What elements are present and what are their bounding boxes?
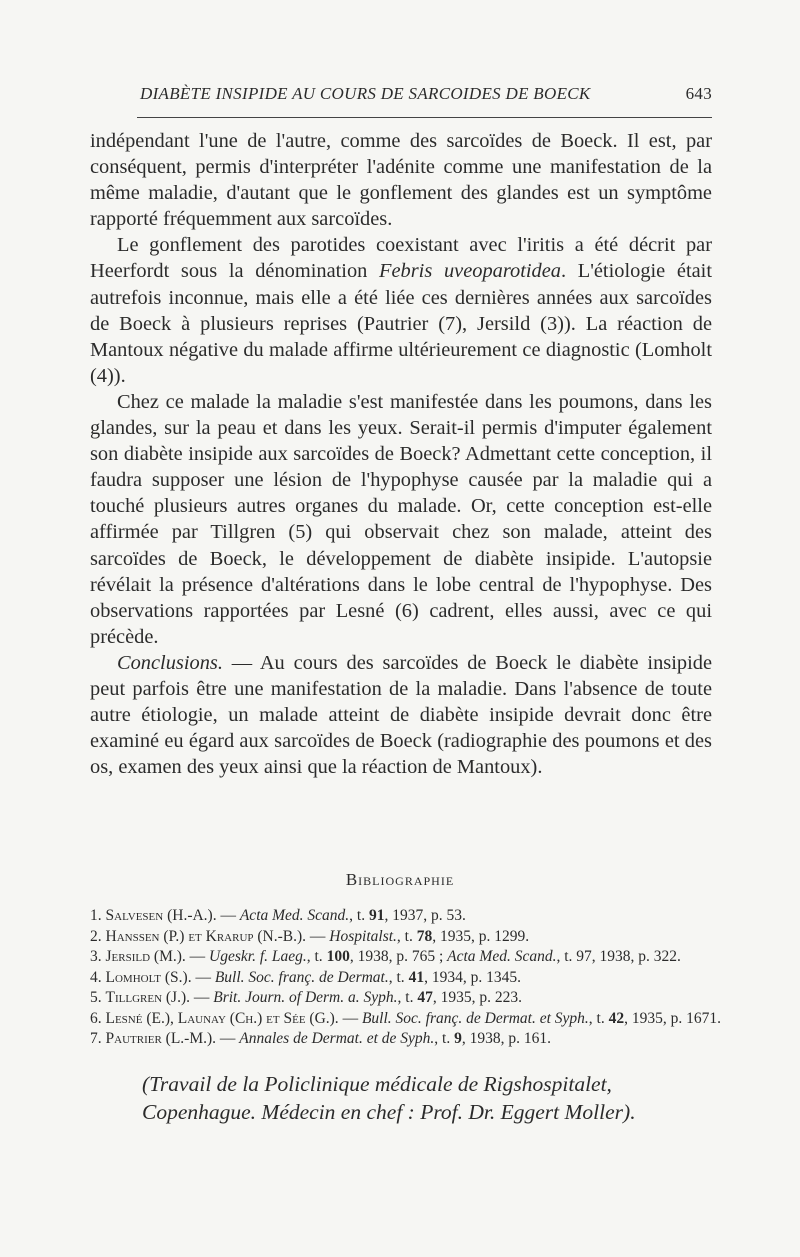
- ref-separator: —: [338, 1009, 362, 1027]
- ref-journal: Hospitalst.: [329, 927, 397, 945]
- bibliography-entry: [90, 968, 722, 989]
- ref-details: , 1934, p. 1345.: [424, 968, 521, 986]
- ref-separator: —: [216, 907, 240, 924]
- ref-journal: Bull. Soc. franç. de Dermat. et Syph.: [361, 1009, 589, 1027]
- bibliography-entry: [90, 988, 722, 1009]
- bibliography-entry: [90, 947, 722, 968]
- ref-author: Jersild (M.).: [105, 948, 186, 965]
- ref-volume: 91: [368, 907, 385, 924]
- ref-details: , 1938, p. 161.: [461, 1030, 551, 1047]
- ref-author: Lomholt (S.).: [105, 968, 192, 986]
- ref-journal: Acta Med. Scand.: [239, 907, 350, 924]
- ref-author: Lesné (E.), Launay (Ch.) et Sée (G.).: [105, 1009, 339, 1027]
- paragraph-2: Le gonflement des parotides coexistant avec l'iritis a été décrit par Heerfordt sous la dénomination Febris uveoparotidea. L'étiologie était autrefois inconnue, mais elle a été liée ces dernières années aux sarcoïdes de Boeck à plusieurs reprises (Pautrier (7), Jersild (3)). La réaction de Mantoux négative du malade affirme ultérieurement ce diagnostic (Lomholt (4)).: [90, 234, 712, 387]
- ref-number: 5.: [90, 989, 106, 1006]
- ref-number: 1.: [90, 907, 106, 924]
- ref-author: Tillgren (J.).: [105, 989, 190, 1006]
- ref-volume: 47: [417, 989, 433, 1006]
- ref-journal: Annales de Dermat. et de Syph.: [239, 1030, 435, 1047]
- bibliography-entry: [90, 1029, 722, 1050]
- affiliation-line-1: (Travail de la Policlinique médicale de Rigshospitalet,: [142, 1072, 612, 1096]
- ref-details: , 1937, p. 53.: [384, 907, 466, 924]
- affiliation-line-2: Copenhague. Médecin en chef : Prof. Dr. Eggert Moller).: [142, 1100, 636, 1124]
- conclusions-label: Conclusions.: [117, 651, 223, 674]
- bibliography-entry: [90, 1009, 722, 1030]
- bibliography-entry: [90, 906, 722, 927]
- ref-volume: 100: [326, 948, 350, 965]
- ref-journal: Bull. Soc. franç. de Dermat.: [214, 968, 389, 986]
- bibliography-title: Bibliographie: [345, 870, 455, 889]
- latin-term: Febris uveoparotidea: [379, 260, 561, 283]
- page-number: 643: [685, 84, 712, 103]
- ref-volume: 78: [416, 927, 433, 945]
- ref-volume-prefix: , t.: [434, 1030, 455, 1047]
- ref-author: Pautrier (L.-M.).: [105, 1030, 217, 1047]
- ref-separator: —: [216, 1030, 240, 1047]
- ref-journal: Ugeskr. f. Laeg.: [209, 948, 307, 965]
- ref-number: 3.: [90, 948, 106, 965]
- ref-separator: —: [306, 927, 330, 945]
- ref-volume-prefix: , t.: [306, 948, 327, 965]
- ref-separator: —: [190, 989, 214, 1006]
- ref-details: , 1935, p. 1671.: [624, 1009, 721, 1027]
- bibliography-list: [90, 906, 722, 1050]
- ref-author: Salvesen (H.-A.).: [105, 907, 217, 924]
- paragraph-3: Chez ce malade la maladie s'est manifestée dans les poumons, dans les glandes, sur la peau et dans les yeux. Serait-il permis d'imputer également son diabète insipide aux sarcoïdes de Boeck? Admettant cette conception, il faudra supposer une lésion de l'hypophyse causée par la maladie qui a touché plusieurs autres organes du malade. Or, cette conception est-elle affirmée par Tillgren (5) qui observait chez son malade, atteint des sarcoïdes de Boeck, le développement de diabète insipide. L'autopsie révélait la présence d'altérations dans le lobe central de l'hypophyse. Des observations rapportées par Lesné (6) cadrent, elles aussi, avec ce qui précède.: [90, 390, 712, 648]
- bibliography-entry: [90, 927, 722, 948]
- ref-details: , 1935, p. 223.: [432, 989, 522, 1006]
- ref-number: 7.: [90, 1030, 106, 1047]
- ref-number: 6.: [90, 1009, 106, 1027]
- ref-volume-prefix: , t.: [396, 927, 417, 945]
- ref-volume: 42: [608, 1009, 625, 1027]
- ref-volume-prefix: , t.: [397, 989, 418, 1006]
- ref-volume-prefix: , t.: [588, 1009, 609, 1027]
- ref-number: 2.: [90, 927, 106, 945]
- ref-details: , t. 97, 1938, p. 322.: [556, 948, 681, 965]
- ref-volume: 41: [408, 968, 425, 986]
- ref-separator: —: [191, 968, 215, 986]
- running-title: DIABÈTE INSIPIDE AU COURS DE SARCOIDES DE BOECK: [140, 84, 591, 103]
- ref-volume-prefix: , t.: [349, 907, 369, 924]
- ref-details: , 1938, p. 765 ;: [349, 948, 448, 965]
- paragraph-conclusions: Conclusions. — Au cours des sarcoïdes de Boeck le diabète insipide peut parfois être une manifestation de la maladie. Dans l'absence de toute autre étiologie, un malade atteint de diabète insipide devrait donc être examiné eu égard aux sarcoïdes de Boeck (radiographie des poumons et des os, examen des yeux ainsi que la réaction de Mantoux).: [90, 651, 712, 779]
- ref-journal: Acta Med. Scand.: [447, 948, 557, 965]
- running-header: [140, 84, 712, 104]
- article-body: [90, 128, 712, 780]
- ref-volume: 9: [454, 1030, 462, 1047]
- paragraph-1: indépendant l'une de l'autre, comme des sarcoïdes de Boeck. Il est, par conséquent, permis d'interpréter l'adénite comme une manifestation de la même maladie, d'autant que le gonflement des glandes est un symptôme rapporté fréquemment aux sarcoïdes.: [90, 130, 712, 231]
- header-rule: [137, 117, 712, 118]
- ref-separator: —: [185, 948, 210, 965]
- ref-journal: Brit. Journ. of Derm. a. Syph.: [213, 989, 398, 1006]
- ref-number: 4.: [90, 968, 106, 986]
- ref-volume-prefix: , t.: [388, 968, 409, 986]
- ref-author: Hanssen (P.) et Krarup (N.-B.).: [105, 927, 307, 945]
- affiliation-note: [142, 1070, 742, 1126]
- ref-details: , 1935, p. 1299.: [432, 927, 530, 945]
